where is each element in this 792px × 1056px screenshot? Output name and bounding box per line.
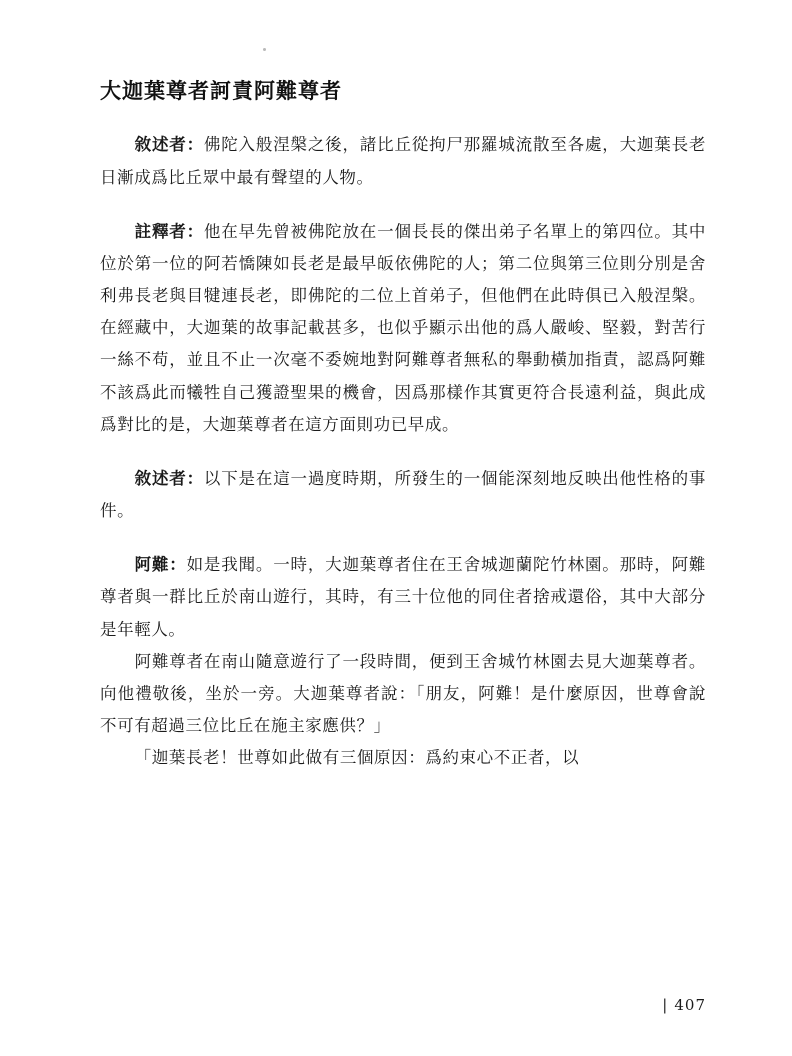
- paragraph: [100, 129, 706, 193]
- paragraph-text: 阿難尊者在南山隨意遊行了一段時間，便到王舍城竹林園去見大迦葉尊者。向他禮敬後，坐於一旁。大迦葉尊者說：「朋友，阿難！是什麼原因，世尊會說不可有超過三位比丘在施主家應供？」: [100, 651, 706, 736]
- page-title: 大迦葉尊者訶責阿難尊者: [100, 78, 342, 103]
- speaker-label: 註釋者：: [134, 221, 204, 241]
- document-body: [100, 129, 706, 774]
- paragraph: [100, 216, 706, 441]
- paragraph: [100, 463, 706, 527]
- paragraph-text: 「迦葉長老！世尊如此做有三個原因：爲約束心不正者，以: [134, 748, 580, 768]
- speaker-label: 敘述者：: [134, 135, 204, 155]
- speaker-label: 阿難：: [134, 555, 187, 575]
- paragraph-text: 如是我聞。一時，大迦葉尊者住在王舍城迦蘭陀竹林園。那時，阿難尊者與一群比丘於南山遊行，其時，有三十位他的同住者捨戒還俗，其中大部分是年輕人。: [100, 555, 706, 639]
- speaker-label: 敘述者：: [134, 468, 204, 488]
- page-number-prefix: |: [662, 996, 669, 1014]
- paragraph-text: 他在早先曾被佛陀放在一個長長的傑出弟子名單上的第四位。其中位於第一位的阿若憍陳如長老是最早皈依佛陀的人；第二位與第三位則分別是舍利弗長老與目犍連長老，即佛陀的二位上首弟子，但他們在此時俱已入般涅槃。在經藏中，大迦葉的故事記載甚多，也似乎顯示出他的爲人嚴峻、堅毅，對苦行一絲不苟，並且不止一次毫不委婉地對阿難尊者無私的舉動橫加指責，認爲阿難不該爲此而犧牲自己獲證聖果的機會，因爲那樣作其實更符合長遠利益，與此成爲對比的是，大迦葉尊者在這方面則功已早成。: [100, 221, 706, 434]
- page-speck-artifact: [263, 48, 266, 51]
- paragraph: [100, 549, 706, 646]
- paragraph: [100, 646, 706, 743]
- paragraph-text: 佛陀入般涅槃之後，諸比丘從拘尸那羅城流散至各處，大迦葉長老日漸成爲比丘眾中最有聲望的人物。: [100, 135, 706, 187]
- page-number: 407: [674, 996, 706, 1014]
- page-footer: [662, 996, 706, 1014]
- paragraph-text: 以下是在這一過度時期，所發生的一個能深刻地反映出他性格的事件。: [100, 468, 706, 521]
- paragraph: [100, 742, 706, 774]
